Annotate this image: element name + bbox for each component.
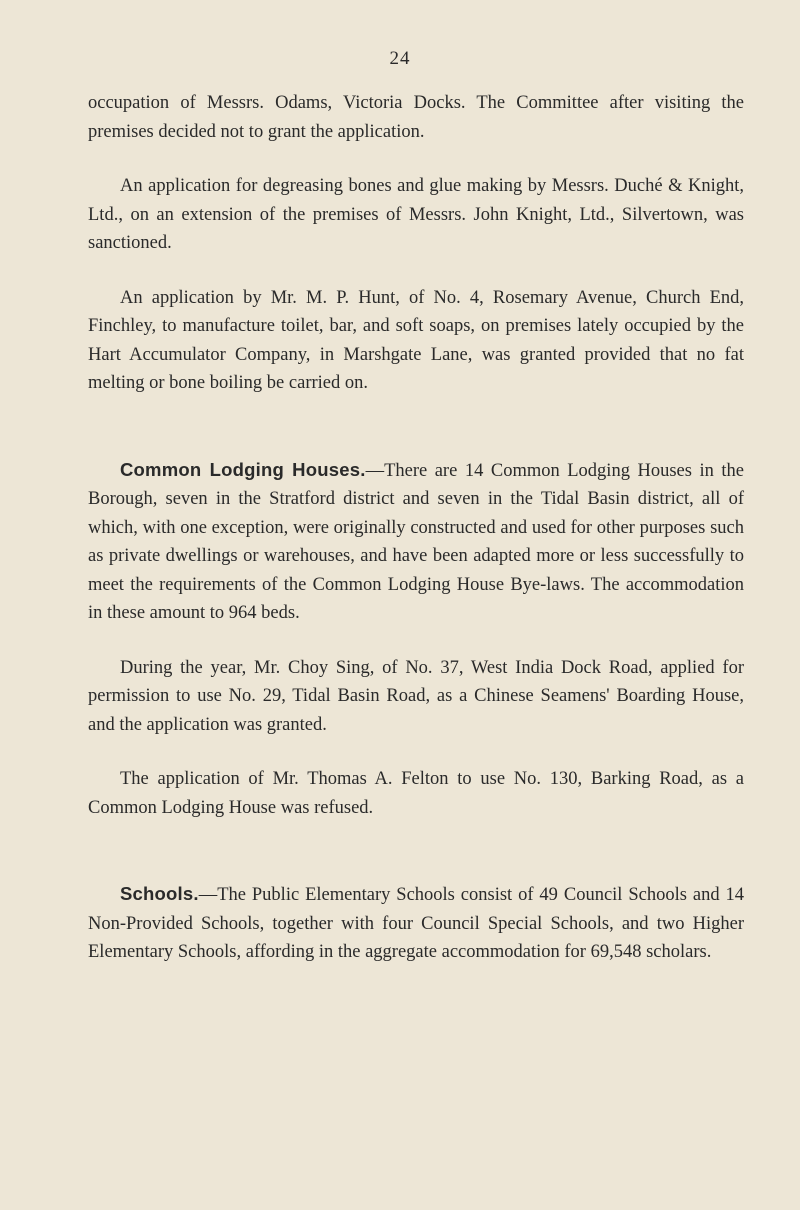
page-number: 24	[389, 48, 411, 69]
paragraph-choy-sing: During the year, Mr. Choy Sing, of No. 37, West India Dock Road, applied for permission to use No. 29, Tidal Basin Road, as a Chinese Seamens' Boarding House, and the application was granted.	[88, 657, 744, 735]
paragraph-hunt-soaps: An application by Mr. M. P. Hunt, of No. 4, Rosemary Avenue, Church End, Finchley, to manufacture toilet, bar, and soft soaps, on premises lately occupied by the Hart Accumulator Company, in Marshgate Lane, was granted provided that no fat melting or bone boiling be carried on.	[88, 287, 744, 393]
page-body	[88, 89, 744, 967]
paragraph-duche-knight: An application for degreasing bones and glue making by Messrs. Duché & Knight, Ltd., on an extension of the premises of Messrs. John Knight, Ltd., Silvertown, was sanctioned.	[88, 176, 744, 253]
paragraph-felton: The application of Mr. Thomas A. Felton to use No. 130, Barking Road, as a Common Lodging House was refused.	[88, 769, 744, 818]
section-heading-common-lodging-houses: Common Lodging Houses.	[120, 458, 366, 480]
paragraph-common-lodging-houses	[88, 456, 744, 628]
paragraph-schools-body: —The Public Elementary Schools consist of 49 Council Schools and 14 Non-Provided Schools, together with four Council Special Schools, and two Higher Elementary Schools, affording in the aggregate accommodation for 69,548 scholars.	[88, 885, 744, 962]
section-heading-schools: Schools.	[120, 883, 199, 904]
paragraph-common-lodging-houses-body: —There are 14 Common Lodging Houses in the Borough, seven in the Stratford district and seven in the Tidal Basin district, all of which, with one exception, were originally constructed and used for other purposes such as private dwellings or warehouses, and have been adapted more or less successfully to meet the requirements of the Common Lodging House Bye-laws. The accommodation in these amount to 964 beds.	[88, 460, 744, 623]
paragraph-odams-continuation: occupation of Messrs. Odams, Victoria Docks. The Committee after visiting the premises decided not to grant the application.	[88, 93, 744, 142]
paragraph-schools	[88, 880, 744, 967]
